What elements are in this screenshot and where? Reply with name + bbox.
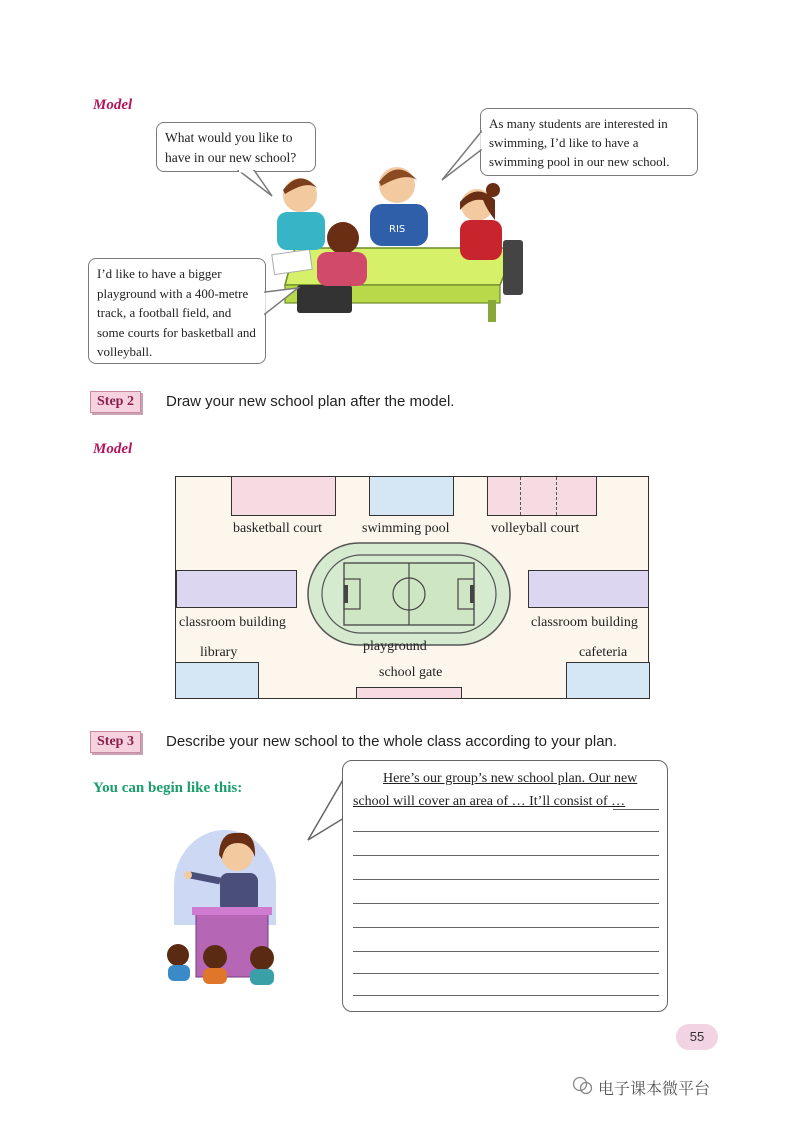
bubble-tail (230, 170, 280, 200)
classroom-building-right-label: classroom building (531, 615, 638, 630)
bubble-tail (440, 130, 485, 185)
bubble-text: I’d like to have a bigger playground with a 400-metre track, a football field, and some courts for basketball and volleyball. (97, 266, 256, 359)
school-gate-area (356, 687, 462, 699)
writing-line (353, 951, 659, 952)
writing-line (353, 927, 659, 928)
bubble-tail (262, 284, 302, 324)
writing-box[interactable] (342, 760, 668, 1012)
speech-bubble-question (156, 122, 316, 172)
starter-line-1: Here’s our group’s new school plan. Our new (383, 771, 638, 786)
writing-line (353, 831, 659, 832)
model-label: Model (93, 97, 133, 113)
bubble-text: What would you like to have in our new school? (165, 130, 297, 165)
step-2-badge: Step 2 (90, 391, 141, 413)
basketball-court-area (231, 476, 336, 516)
step-2-instruction: Draw your new school plan after the model. (166, 393, 455, 410)
speech-bubble-playground (88, 258, 266, 364)
classroom-building-left-area (176, 570, 297, 608)
begin-like-this-label: You can begin like this: (93, 780, 243, 796)
playground-track (306, 541, 512, 647)
bubble-text: As many students are interested in swimming, I’d like to have a swimming pool in our new school. (489, 116, 670, 169)
volleyball-court-label: volleyball court (491, 521, 580, 536)
speech-bubble-swimming (480, 108, 698, 176)
library-area (175, 662, 259, 699)
writing-line (353, 903, 659, 904)
classroom-building-left-label: classroom building (179, 615, 286, 630)
library-label: library (200, 645, 238, 660)
cafeteria-area (566, 662, 650, 699)
svg-text:RIS: RIS (389, 224, 406, 235)
playground-label: playground (363, 639, 427, 654)
step-3-instruction: Describe your new school to the whole class according to your plan. (166, 733, 618, 750)
writing-line (353, 995, 659, 996)
basketball-court-label: basketball court (233, 521, 323, 536)
classroom-building-right-area (528, 570, 649, 608)
swimming-pool-area (369, 476, 454, 516)
page-number: 55 (676, 1024, 718, 1050)
writing-line (353, 879, 659, 880)
writing-line (353, 855, 659, 856)
swimming-pool-label: swimming pool (362, 521, 450, 536)
writing-line (353, 973, 659, 974)
presenter-illustration (160, 815, 290, 995)
writing-line (613, 809, 659, 810)
school-plan (175, 476, 649, 699)
cafeteria-label: cafeteria (579, 645, 628, 660)
watermark-text: 电子课本微平台 (598, 1079, 711, 1098)
wechat-icon (572, 1076, 594, 1101)
school-gate-label: school gate (379, 665, 443, 680)
volleyball-court-area (487, 476, 597, 516)
model-label: Model (93, 441, 133, 457)
starter-line-2: school will cover an area of … It’ll consist of … (353, 794, 626, 809)
step-3-badge: Step 3 (90, 731, 141, 753)
